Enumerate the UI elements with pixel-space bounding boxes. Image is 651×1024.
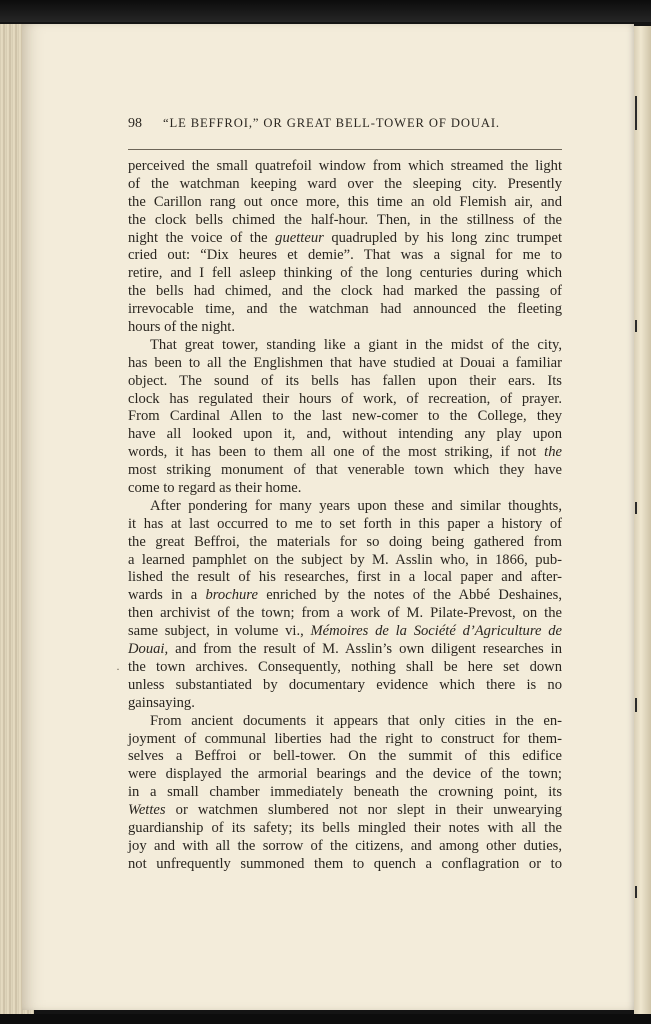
text-segment: That great tower, standing like a giant in the midst of the city, [150,336,562,353]
text-line [128,462,562,480]
text-segment: the town archives. Consequently, nothing shall be here set down [128,658,562,675]
text-line [128,480,562,498]
text-segment: not unfrequently summoned them to quench a conflagration or to [128,855,562,872]
text-line [128,748,562,766]
text-segment: irrevocable time, and the watchman had announced the fleeting [128,301,562,318]
text-segment: retire, and I fell asleep thinking of the long centuries during which [128,265,562,282]
text-segment: the clock bells chimed the half-hour. Then, in the stillness of the [128,211,562,228]
text-line [128,212,562,230]
text-segment: night the voice of the [128,229,276,246]
text-segment: unless substantiated by documentary evidence which there is no [128,676,562,693]
text-segment: come to regard as their home. [128,480,302,497]
text-segment: object. The sound of its bells has fallen upon their ears. Its [128,372,562,389]
text-segment: the Carillon rang out once more, this time an old Flemish air, and [128,193,562,210]
text-line [128,355,562,373]
header-rule [128,149,562,150]
text-line [128,569,562,587]
text-line [128,194,562,212]
text-line [128,713,562,731]
text-segment: perceived the small quatrefoil window from which streamed the light [128,158,562,174]
text-segment: hours of the night. [128,319,236,336]
text-line [128,605,562,623]
text-segment: clock has regulated their hours of work, of recreation, of prayer. [128,390,562,407]
text-segment: gainsaying. [128,694,195,711]
text-line [128,230,562,248]
text-line [128,426,562,444]
text-segment: selves a Beffroi or bell-tower. On the summit of this edifice [128,748,562,765]
text-segment: lished the result of his researches, first in a local paper and after- [128,569,562,586]
text-line [128,641,562,659]
text-line [128,158,562,176]
text-line [128,408,562,426]
text-line [128,176,562,194]
text-line [128,623,562,641]
body-text [128,158,562,874]
text-line [128,695,562,713]
text-line [128,731,562,749]
text-segment: same subject, in volume vi., [128,623,311,640]
text-segment: guardianship of its safety; its bells mingled their notes with all the [128,819,562,836]
text-line [128,283,562,301]
text-segment: joyment of communal liberties had the right to construct for them- [128,730,562,747]
page-fore-edge [634,26,651,1016]
text-segment: it has at last occurred to me to set forth in this paper a history of [128,515,562,532]
text-segment: has been to all the Englishmen that have studied at Douai a familiar [128,354,562,371]
text-line [128,498,562,516]
text-line [128,337,562,355]
text-line [128,677,562,695]
edge-mark [635,886,637,898]
text-segment: words, it has been to them all one of the most striking, if not [128,444,545,461]
italic-text: the [544,444,562,461]
margin-dot: · [116,662,120,676]
scanner-bottom-edge [0,1014,651,1024]
text-segment: in a small chamber immediately beneath the crowning point, its [128,784,562,801]
edge-mark [635,698,637,712]
text-segment: enriched by the notes of the Abbé Deshaines, [257,587,562,604]
text-segment: cried out: “Dix heures et demie”. That was a signal for me to [128,247,562,264]
text-segment: most striking monument of that venerable town which they have [128,462,562,479]
italic-text: Mémoires de la Société d’Agriculture de [310,623,562,640]
text-segment: the bells had chimed, and the clock had marked the passing of [128,283,562,300]
page-number: 98 [128,116,142,131]
text-line [128,766,562,784]
text-line [128,247,562,265]
scanner-top-edge [0,0,651,22]
edge-mark [635,96,637,130]
text-line [128,659,562,677]
edge-mark [635,502,637,514]
text-line [128,784,562,802]
text-segment: then archivist of the town; from a work of M. Pilate-Prevost, on the [128,605,562,622]
text-segment: After pondering for many years upon these and similar thoughts, [150,497,562,514]
text-line [128,820,562,838]
text-line [128,319,562,337]
text-segment: were displayed the armorial bearings and the device of the town; [128,766,562,783]
text-line [128,391,562,409]
edge-mark [635,320,637,332]
text-line [128,856,562,874]
italic-text: brochure [205,587,258,604]
text-line [128,444,562,462]
text-line [128,534,562,552]
text-segment: and from the result of M. Asslin’s own diligent researches in [168,641,562,658]
text-line [128,265,562,283]
running-header [128,116,564,132]
text-line [128,587,562,605]
text-segment: of the watchman keeping ward over the sleeping city. Presently [128,175,562,192]
text-segment: the great Beffroi, the materials for so doing being gathered from [128,533,562,550]
text-segment: quadrupled by his long zinc trumpet [323,229,562,246]
text-line [128,838,562,856]
text-segment: wards in a [128,587,206,604]
italic-text: Douai, [128,641,169,658]
text-line [128,552,562,570]
text-segment: From Cardinal Allen to the last new-comer to the College, they [128,408,562,425]
text-segment: or watchmen slumbered not nor slept in their unwearying [165,802,562,819]
text-segment: joy and with all the sorrow of the citizens, and among other duties, [128,837,562,854]
text-line [128,301,562,319]
text-line [128,802,562,820]
text-line [128,516,562,534]
text-segment: a learned pamphlet on the subject by M. Asslin who, in 1866, pub- [128,551,562,568]
italic-text: Wettes [128,802,166,819]
text-line [128,373,562,391]
text-segment: have all looked upon it, and, without intending any play upon [128,426,562,443]
italic-text: guetteur [275,229,324,246]
running-title: “LE BEFFROI,” OR GREAT BELL-TOWER OF DOUAI. [163,116,500,130]
text-segment: From ancient documents it appears that only cities in the en- [150,712,562,729]
